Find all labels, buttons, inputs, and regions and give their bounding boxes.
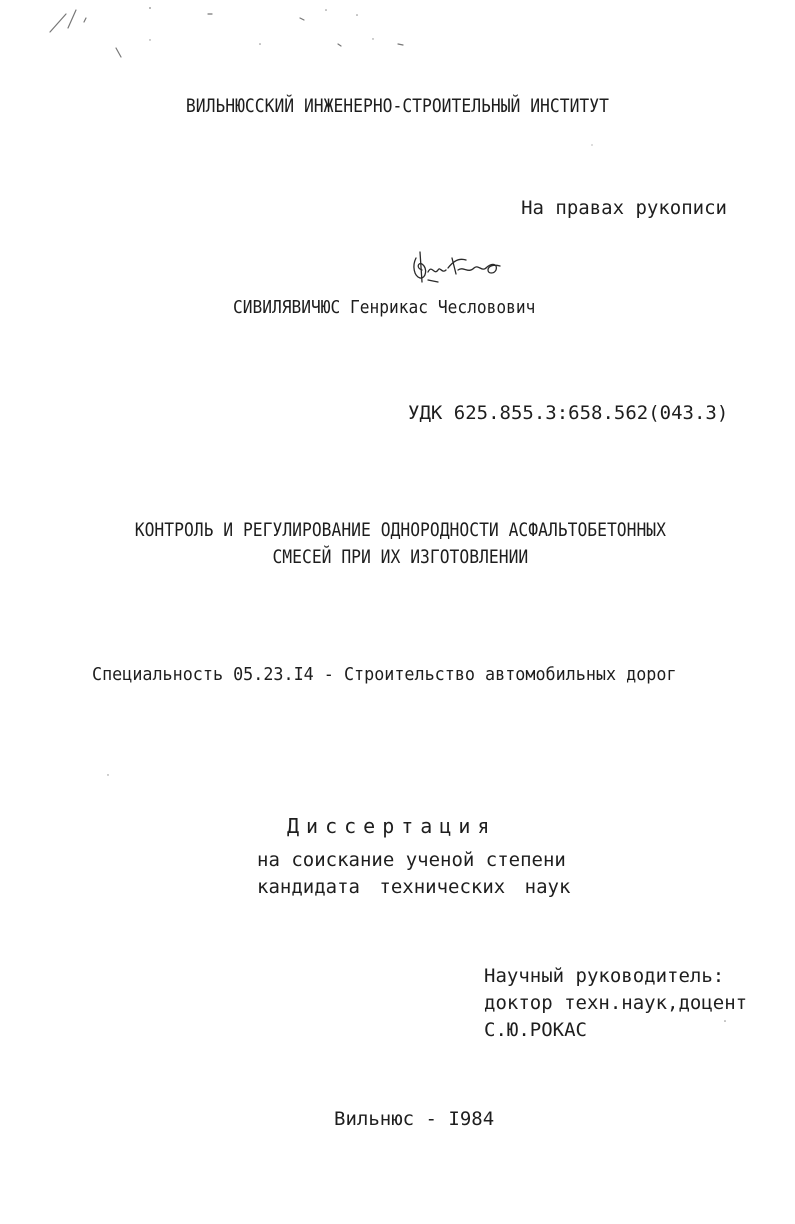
supervisor-name: С.Ю.РОКАС xyxy=(484,1019,587,1041)
author-name: СИВИЛЯВИЧЮС Генрикас Чесловович xyxy=(233,297,536,318)
thesis-title-line-1: КОНТРОЛЬ И РЕГУЛИРОВАНИЕ ОДНОРОДНОСТИ АСФАЛЬТОБЕТОННЫХ xyxy=(134,519,666,541)
institute-name: ВИЛЬНЮССКИЙ ИНЖЕНЕРНО-СТРОИТЕЛЬНЫЙ ИНСТИТУТ xyxy=(185,95,609,117)
supervisor-rank: доктор техн.наук,доцент xyxy=(484,992,748,1014)
degree-line-1: на соискание ученой степени xyxy=(257,849,566,871)
city-year: Вильнюс - I984 xyxy=(334,1108,495,1130)
degree-line-2: кандидата технических наук xyxy=(257,876,571,898)
udk-code: УДК 625.855.3:658.562(043.3) xyxy=(408,402,729,424)
dissertation-label: Диссертация xyxy=(287,814,497,838)
rights-note: На правах рукописи xyxy=(521,197,727,219)
specialty-line: Специальность 05.23.I4 - Строительство автомобильных дорог xyxy=(92,664,677,685)
supervisor-role: Научный руководитель: xyxy=(484,965,725,987)
thesis-title-line-2: СМЕСЕЙ ПРИ ИХ ИЗГОТОВЛЕНИИ xyxy=(272,546,529,568)
author-signature xyxy=(408,246,504,286)
